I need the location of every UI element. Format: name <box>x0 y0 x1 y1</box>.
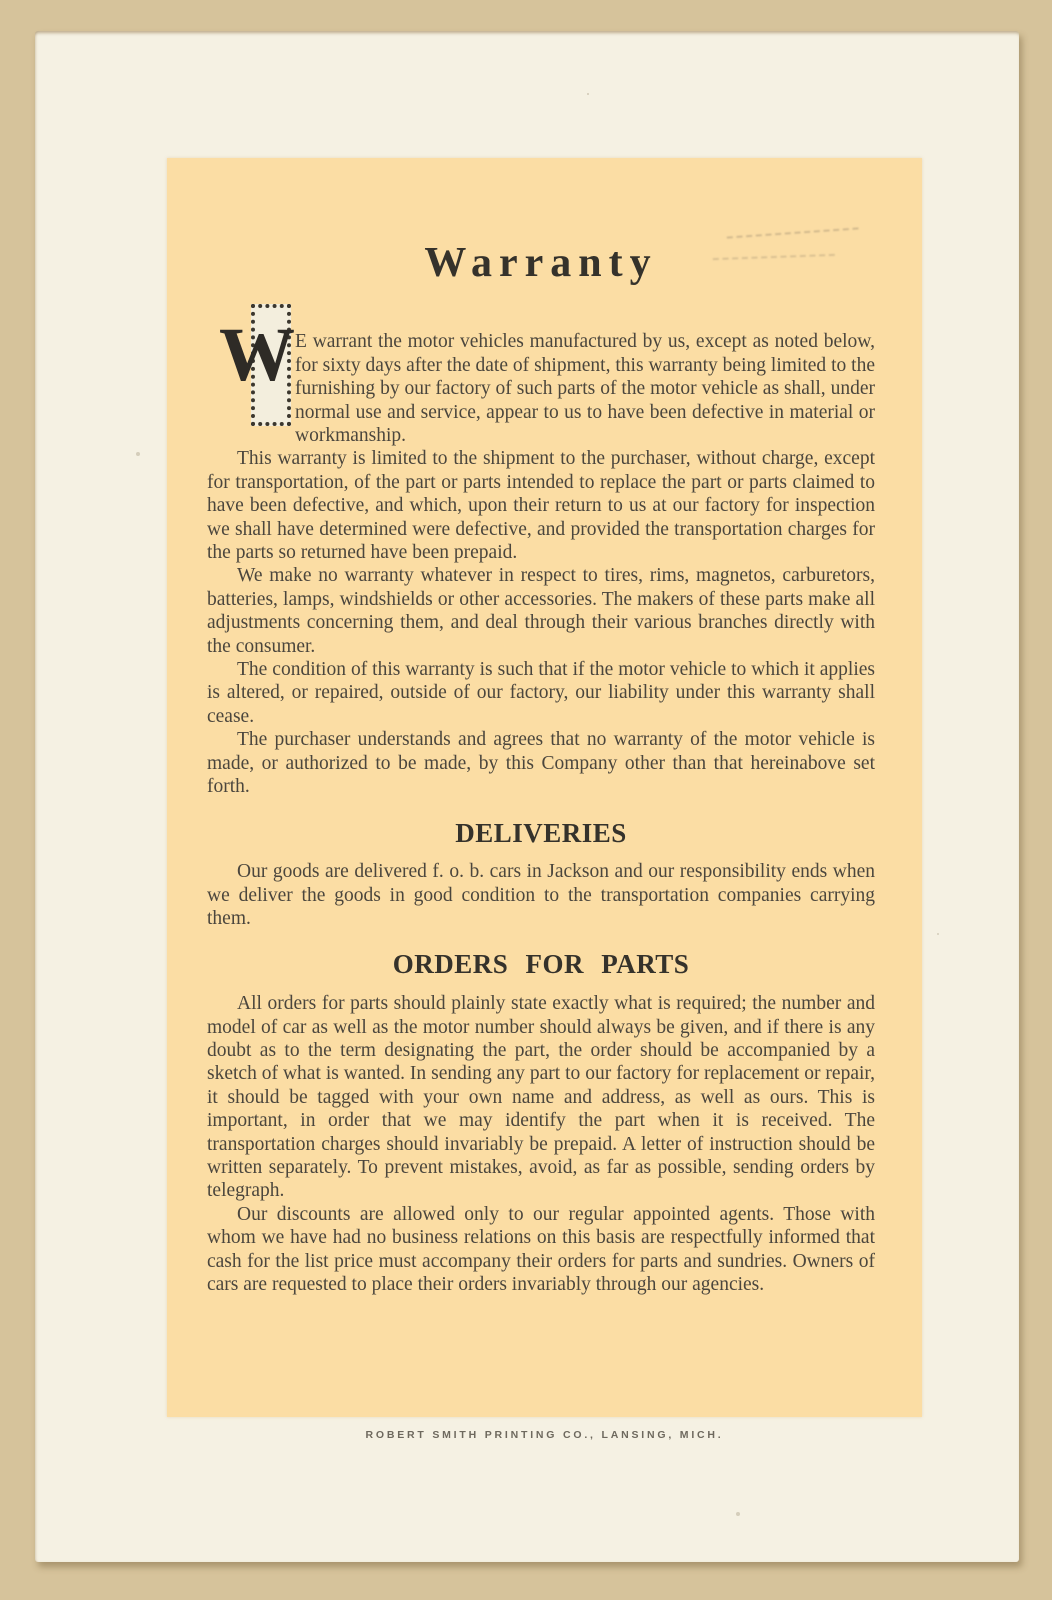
orders-paragraph: All orders for parts should plainly state exactly what is required; the number and model of car as well as the motor number should always be given, and if there is any doubt as to the term designating the part, the order should be accompanied by a sketch of what is wanted. In sending any part to our factory for replacement or repair, it should be tagged with your own name and address, as well as ours. This is important, in order that we may identify the part when it is received. The transportation charges should invariably be prepaid. A letter of instruction should be written separately. To prevent mistakes, avoid, as far as possible, sending orders by telegraph. <box>207 993 875 1202</box>
warranty-paragraph: This warranty is limited to the shipment to the purchaser, without charge, except for transportation, of the part or parts intended to replace the part or parts claimed to have been defective, and which, upon their return to us at our factory for inspection we shall have determined were defective, and provided the transportation charges for the parts so returned have been prepaid. <box>207 448 875 564</box>
drop-cap-letter: W <box>219 313 295 398</box>
warranty-paragraph: The purchaser understands and agrees that no warranty of the motor vehicle is made, or authorized to be made, by this Company other than that hereinabove set forth. <box>207 729 875 798</box>
orders-paragraph: Our discounts are allowed only to our regular appointed agents. Those with whom we have had no business relations on this basis are respectfully informed that cash for the list price must accompany their orders for parts and sundries. Owners of cars are requested to place their orders invariably through our agencies. <box>207 1203 875 1295</box>
lead-paragraph-text: E warrant the motor vehicles manufactured by us, except as noted below, for sixty days after the date of shipment, this warranty being limited to the furnishing by our factory of such parts of the motor vehicle as shall, under normal use and service, appear to us to have been defective in material or workmanship. <box>295 331 875 447</box>
deliveries-paragraph: Our goods are delivered f. o. b. cars in Jackson and our responsibility ends when we deliver the goods in good condition to the transportation companies carrying them. <box>207 861 875 930</box>
warranty-lead-paragraph <box>207 313 875 447</box>
document-page <box>35 31 1019 1562</box>
printer-credit: ROBERT SMITH PRINTING CO., LANSING, MICH. <box>365 1429 724 1441</box>
deliveries-heading: DELIVERIES <box>455 817 627 848</box>
warranty-panel <box>167 158 922 1417</box>
paper-specks <box>35 31 37 33</box>
warranty-paragraph: The condition of this warranty is such that if the motor vehicle to which it applies is altered, or repaired, outside of our factory, our liability under this warranty shall cease. <box>207 659 875 727</box>
orders-for-parts-heading: ORDERS FOR PARTS <box>392 949 690 980</box>
warranty-paragraph: We make no warranty whatever in respect to tires, rims, magnetos, carburetors, batteries, lamps, windshields or other accessories. The makers of these parts make all adjustments concerning them, and deal through their various branches directly with the consumer. <box>207 565 875 657</box>
text-block <box>207 158 875 1296</box>
drop-cap <box>207 313 295 446</box>
page-title: Warranty <box>424 240 658 286</box>
